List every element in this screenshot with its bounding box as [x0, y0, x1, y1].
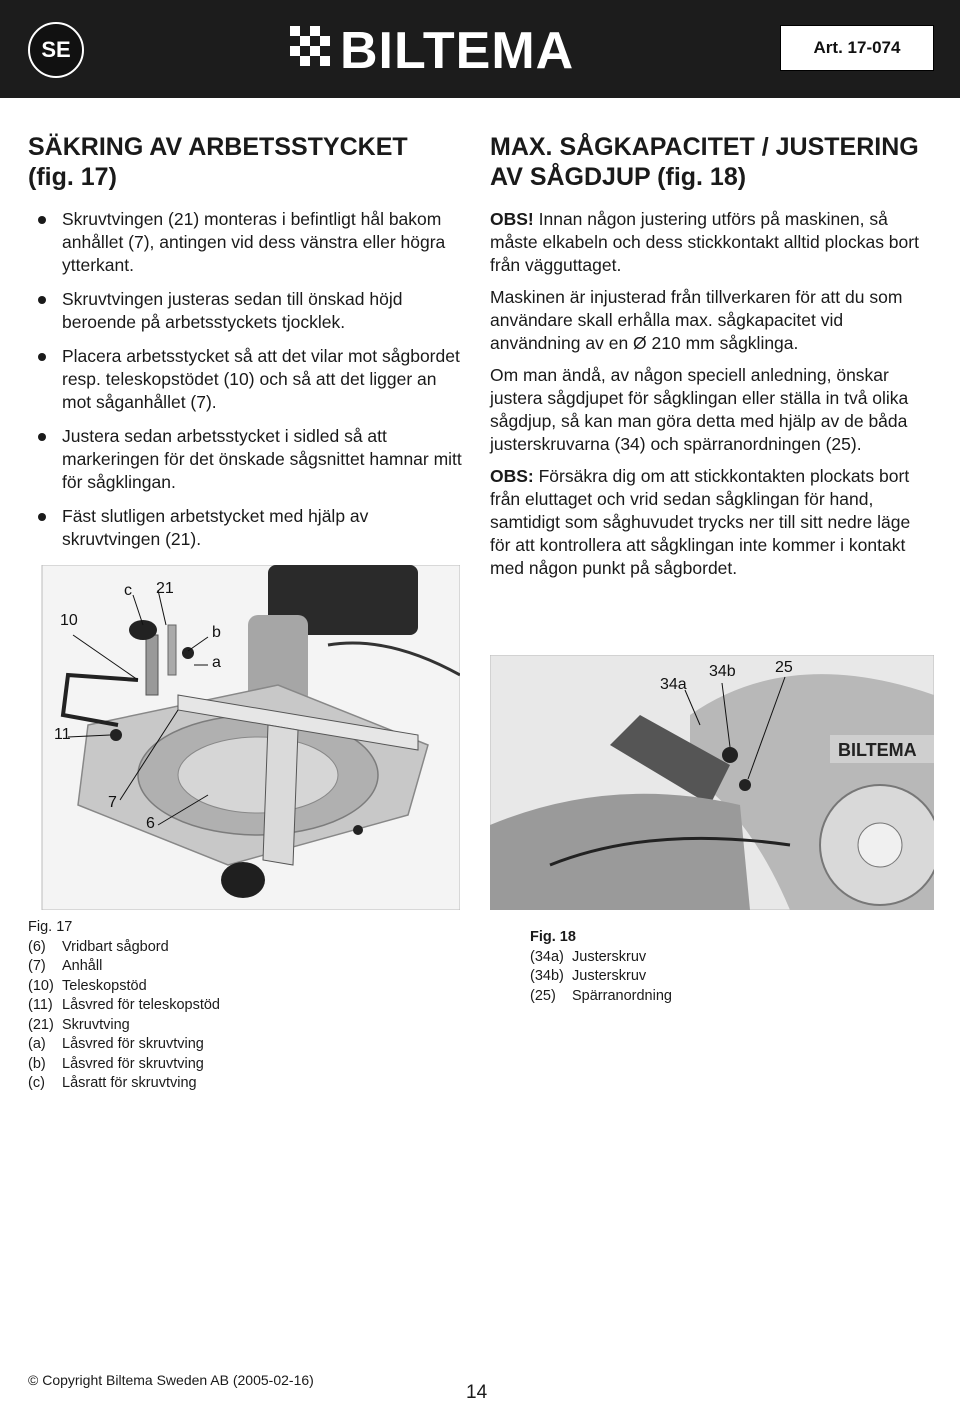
language-badge: SE: [28, 22, 84, 78]
callout-a: a: [212, 654, 221, 671]
paragraph-capacity: Maskinen är injusterad från tillverkaren för att du som användare skall erhålla max. sågkapacitet vid användning av en Ø 210 mm sågklinga.: [490, 287, 903, 353]
legend-item: (34a) Justerskruv: [530, 948, 647, 965]
fig17-legend: [28, 918, 220, 1094]
list-item: Placera arbetsstycket så att det vilar mot sågbordet resp. teleskopstödet (10) och så att det ligger an mot såganhållet (7).: [28, 345, 464, 414]
callout-34a: 34a: [660, 676, 687, 693]
obs-text: Försäkra dig om att stickkontakten plockats bort från eluttaget och vrid sedan sågklingan för hand, samtidigt som såghuvudet trycks ner till sitt nedre läge för att kontrollera att sågklingan inte kommer i kontakt med någon punkt på sågbordet.: [490, 466, 911, 578]
left-column: [28, 132, 464, 562]
legend-item: (34b) Justerskruv: [530, 968, 647, 984]
legend-title: Fig. 17: [28, 919, 73, 935]
legend-item: (c) Låsratt för skruvtving: [28, 1075, 197, 1091]
list-item: Fäst slutligen arbetstycket med hjälp av skruvtvingen (21).: [28, 505, 464, 551]
list-item: Skruvtvingen justeras sedan till önskad höjd beroende på arbetsstyckets tjocklek.: [28, 288, 464, 334]
callout-21: 21: [156, 580, 174, 597]
callout-b: b: [212, 624, 221, 641]
heading-line-2: (fig. 17): [28, 163, 117, 191]
fig17-miter-saw-photo: [28, 565, 460, 910]
obs-label: OBS:: [490, 466, 534, 486]
fig18-legend: [530, 928, 672, 1006]
section-heading-right: [490, 132, 934, 192]
legend-item: (11) Låsvred för teleskopstöd: [28, 997, 220, 1013]
legend-item: (21) Skruvtving: [28, 1016, 130, 1033]
legend-item: (6) Vridbart sågbord: [28, 938, 169, 955]
section-heading-left: [28, 132, 464, 192]
legend-item: (b) Låsvred för skruvtving: [28, 1055, 204, 1072]
article-number: Art. 17-074: [780, 25, 934, 71]
logo-text: BILTEMA: [340, 22, 575, 74]
legend-item: (10) Teleskopstöd: [28, 977, 147, 994]
copyright-text: © Copyright Biltema Sweden AB (2005-02-16): [28, 1372, 314, 1388]
obs-paragraph-2: [490, 465, 934, 580]
callout-7: 7: [108, 794, 117, 811]
obs-paragraph-1: [490, 208, 934, 277]
legend-item: (25) Spärranordning: [530, 987, 672, 1004]
heading-line-1: SÄKRING AV ARBETSSTYCKET: [28, 133, 408, 161]
callout-10: 10: [60, 612, 78, 629]
legend-item: (a) Låsvred för skruvtving: [28, 1036, 204, 1052]
obs-label: OBS!: [490, 209, 534, 229]
heading-line-1: MAX. SÅGKAPACITET / JUSTERING: [490, 133, 919, 161]
saw-logo-text: BILTEMA: [838, 740, 917, 760]
obs-text: Innan någon justering utförs på maskinen, så måste elkabeln och dess stickkontakt alltid plockas bort från vägguttaget.: [490, 209, 919, 275]
callout-11: 11: [54, 726, 71, 743]
list-item: Justera sedan arbetsstycket i sidled så att markeringen för det önskade sågsnittet hamnar mitt för sågklingan.: [28, 425, 464, 494]
heading-line-2: AV SÅGDJUP (fig. 18): [490, 163, 747, 191]
biltema-logo: [288, 22, 672, 74]
callout-25: 25: [775, 659, 793, 676]
fig18-saw-head-photo: [490, 655, 934, 910]
right-column: [490, 132, 934, 589]
callout-6: 6: [146, 815, 155, 832]
legend-title: Fig. 18: [530, 929, 576, 945]
callout-34b: 34b: [709, 663, 736, 680]
page-header: [0, 0, 960, 98]
callout-c: c: [124, 582, 132, 599]
list-item: Skruvtvingen (21) monteras i befintligt hål bakom anhållet (7), antingen vid dess vänstra eller högra ytterkant.: [28, 208, 464, 277]
instruction-list: [28, 208, 464, 551]
legend-item: (7) Anhåll: [28, 958, 103, 974]
page-number: 14: [466, 1382, 488, 1403]
paragraph-adjust: Om man ändå, av någon speciell anledning, önskar justera sågdjupet för sågklingan eller ställa in två olika sågdjup, så kan man göra detta med hjälp av de båda justerskruvarna (34) och spärranordningen (25).: [490, 365, 909, 454]
